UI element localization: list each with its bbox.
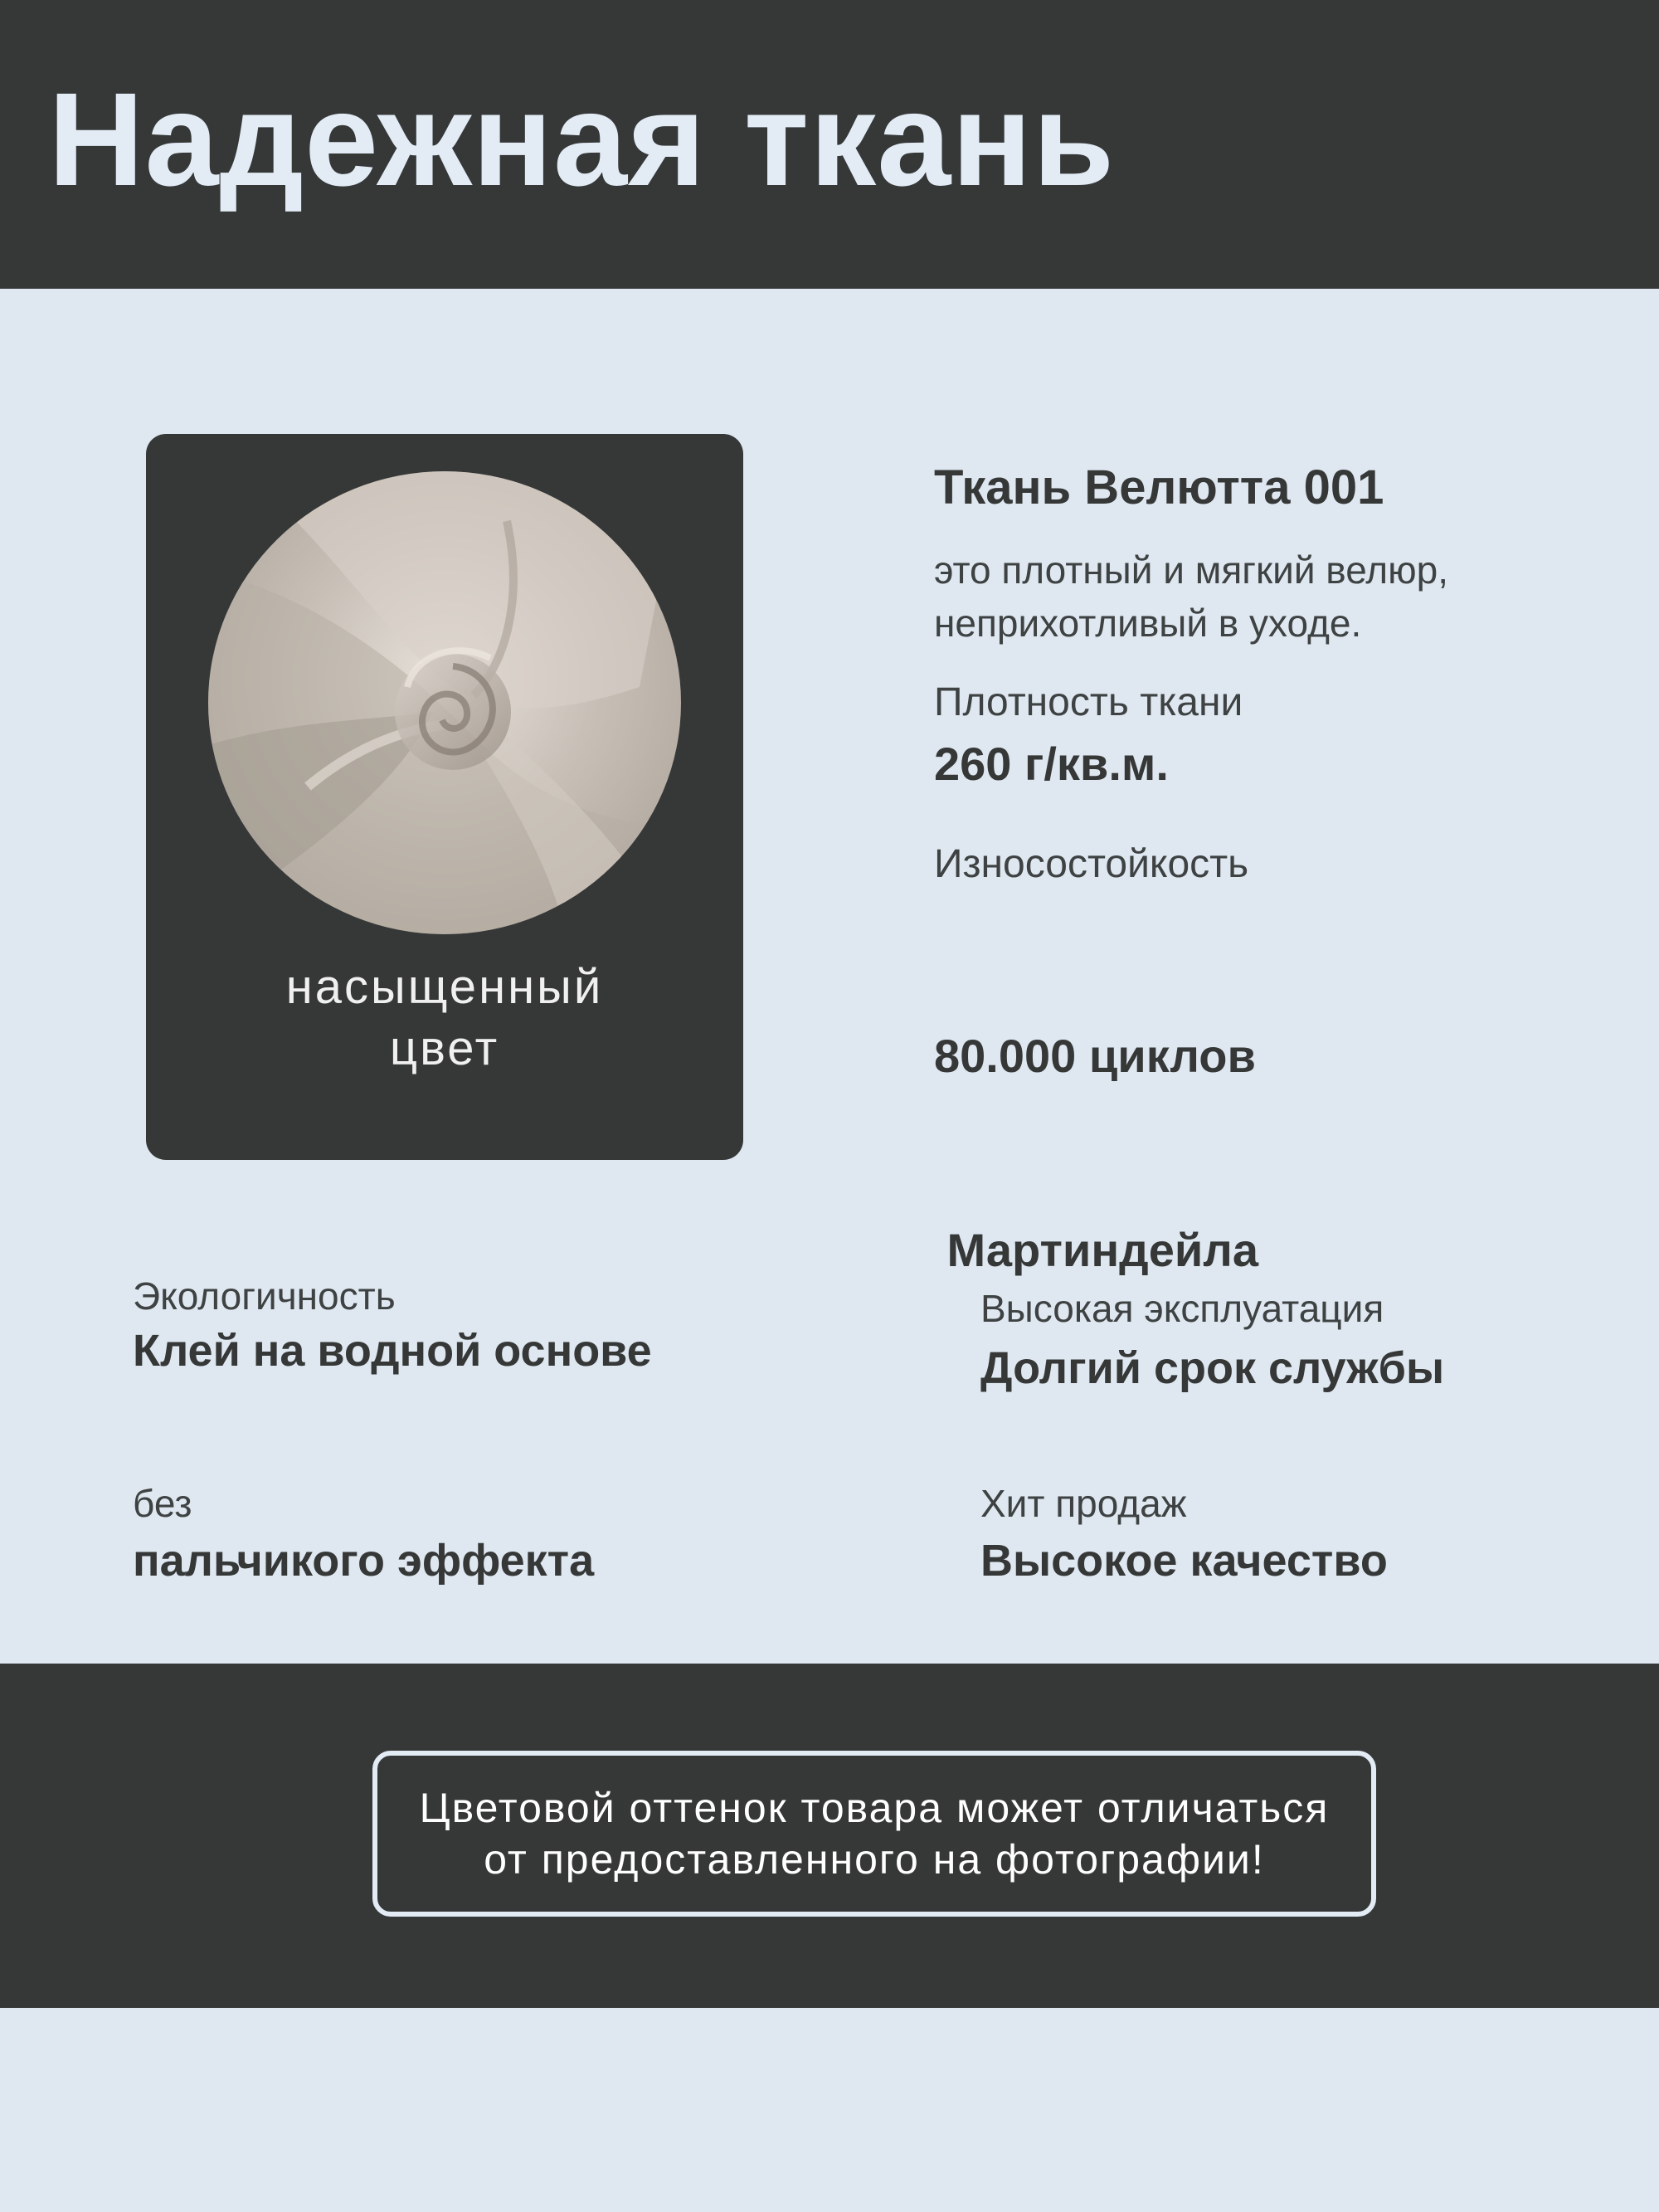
color-disclaimer-line1: Цветовой оттенок товара может отличаться [419,1785,1330,1831]
feature-value-exploitation: Долгий срок службы [980,1343,1445,1393]
wear-resistance-value-line1: 80.000 циклов [934,1030,1256,1082]
feature-value-eco: Клей на водной основе [133,1326,652,1376]
swatch-caption [146,957,743,1079]
swatch-caption-line2: цвет [389,1021,500,1075]
product-description-line2: неприхотливый в уходе. [934,602,1362,645]
density-value: 260 г/кв.м. [934,738,1169,790]
feature-label-bestseller: Хит продаж [980,1482,1187,1525]
product-description-line1: это плотный и мягкий велюр, [934,548,1448,592]
swatch-caption-line1: насыщенный [285,960,604,1014]
color-disclaimer-box [372,1751,1376,1917]
product-description [934,543,1614,650]
feature-label-eco: Экологичность [133,1274,396,1318]
feature-value-no-fingerprint: пальчикого эффекта [133,1536,595,1586]
wear-resistance-value-line2: Мартиндейла [934,1224,1259,1276]
wear-resistance-value [934,894,1258,1347]
color-disclaimer-line2: от предоставленного на фотографии! [484,1836,1265,1883]
color-disclaimer-text [420,1782,1330,1885]
fabric-swirl-image [208,471,681,934]
fabric-photo [208,471,681,934]
wear-resistance-label: Износостойкость [934,842,1249,886]
feature-label-no-fingerprint: без [133,1482,192,1525]
fabric-swatch-card [146,434,743,1160]
product-name: Ткань Велютта 001 [934,460,1384,514]
feature-label-exploitation: Высокая эксплуатация [980,1287,1384,1330]
header-banner [0,0,1659,289]
footer-banner [0,1664,1659,2008]
page-title: Надежная ткань [48,65,1116,213]
feature-value-bestseller: Высокое качество [980,1536,1388,1586]
density-label: Плотность ткани [934,680,1243,724]
